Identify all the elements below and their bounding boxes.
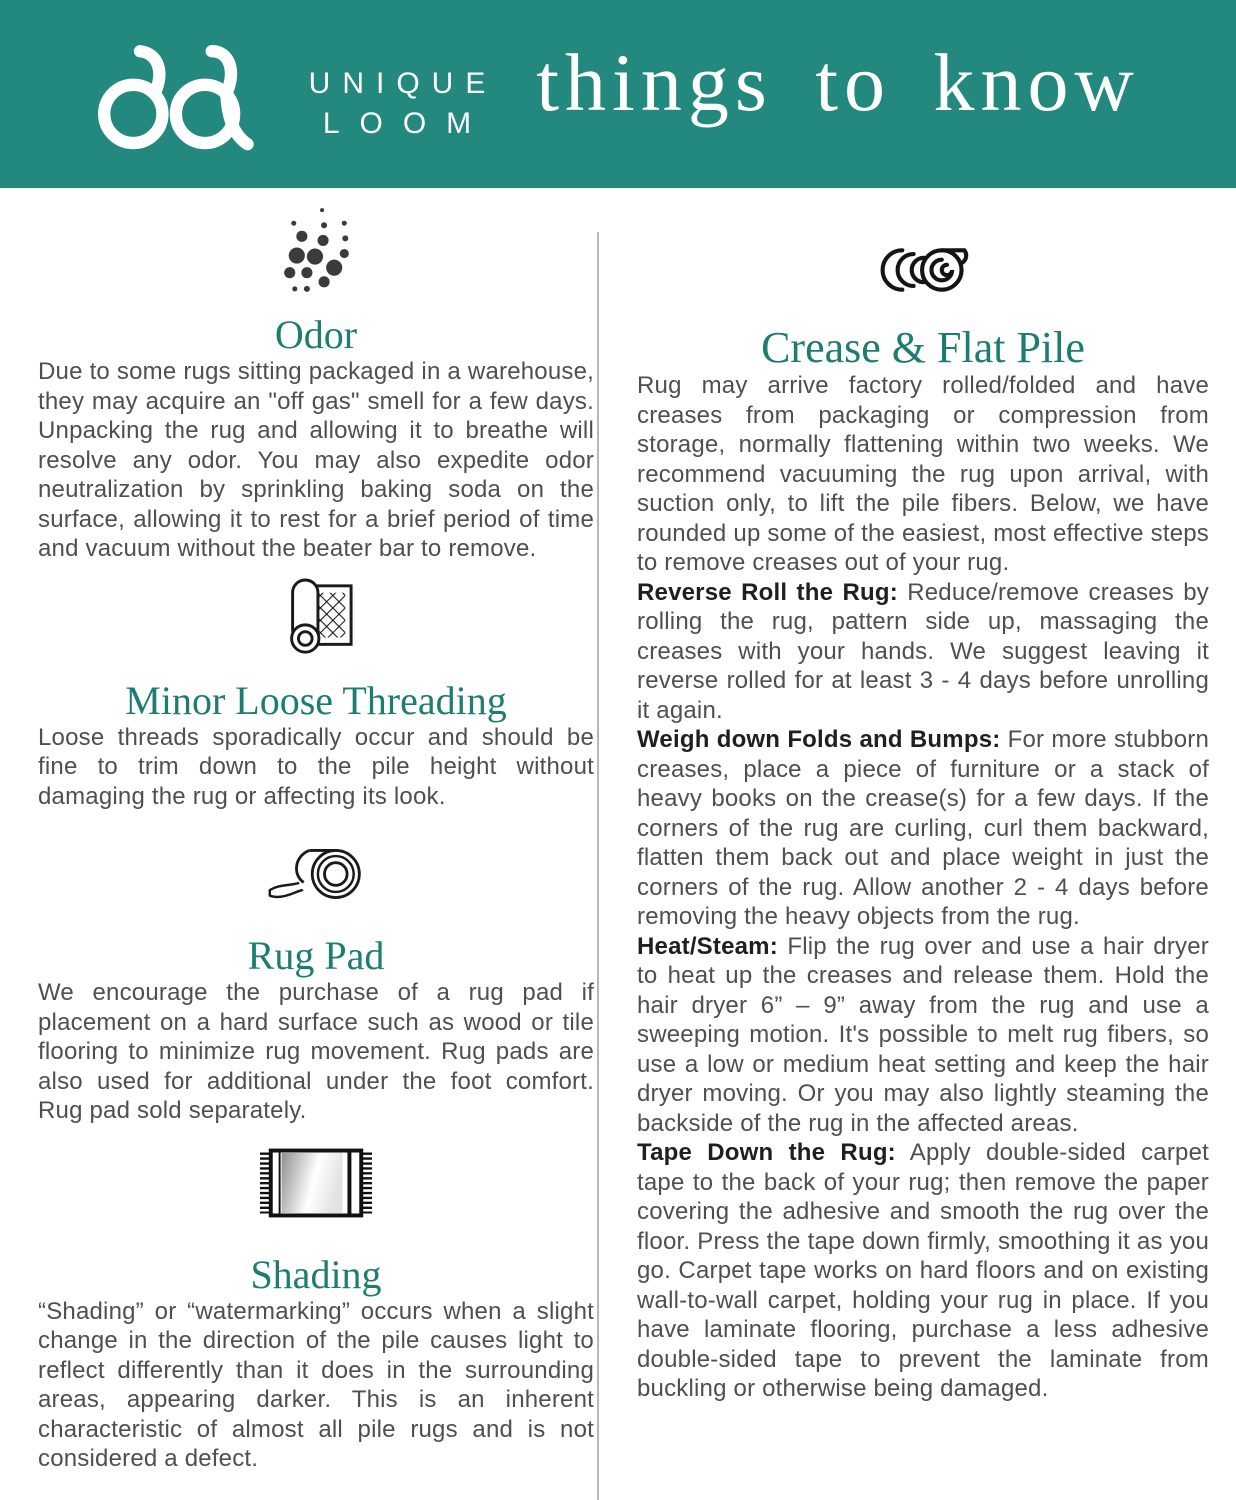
tip-text-tape-down: Apply double-sided carpet tape to the back of your rug; then remove the paper covering the adhesive and smooth the rug over the floor. Press the tape down firmly, smoothing it as you go. Carpet tape works on hard floors and on existing wall-to-wall carpet, holding your rug in place. If you have laminate flooring, purchase a less adhesive double-sided tape to prevent the laminate from buckling or otherwise being damaged. xyxy=(637,1139,1209,1402)
tip-paragraph-tape-down xyxy=(637,1138,1209,1404)
section-body-threading: Loose threads sporadically occur and should be fine to trim down to the pile height without damaging the rug or affecting its look. xyxy=(38,723,594,810)
side-rolled-rug-icon xyxy=(876,242,970,298)
section-body-shading: “Shading” or “watermarking” occurs when a slight change in the direction of the pile causes light to reflect differently than it does in the surrounding areas, appearing darker. This is an inherent characteristic of almost all pile rugs and is not considered a defect. xyxy=(38,1297,594,1472)
brand-line-loom: LOOM xyxy=(322,107,492,140)
rolled-rug-crosshatch-icon xyxy=(277,576,355,662)
fringed-rug-icon xyxy=(257,1146,375,1220)
section-heading-crease: Crease & Flat Pile xyxy=(761,323,1085,372)
section-heading-shading: Shading xyxy=(250,1251,382,1297)
tip-paragraph-heat-steam xyxy=(637,932,1209,1139)
unique-loom-logo-icon xyxy=(92,40,262,152)
scatter-dots-icon xyxy=(270,202,362,298)
section-body-odor: Due to some rugs sitting packaged in a warehouse, they may acquire an "off gas" smell for a few days. Unpacking the rug and allowing it to breathe will resolve any odor. You may also expedite odor neutralization by sprinkling baking soda on the surface, allowing it to rest for a brief period of time and vacuum without the beater bar to remove. xyxy=(38,358,594,562)
crease-section-icon-wrap xyxy=(637,242,1209,303)
tip-paragraph-reverse-roll xyxy=(637,578,1209,726)
odor-section-icon-wrap xyxy=(38,202,594,303)
tip-text-weigh-down: For more stubborn creases, place a piece of furniture or a stack of heavy books on the crease(s) for a few days. If the corners of the rug are curling, curl them backward, flatten them back out and place weight in just the corners of the rug. Allow another 2 - 4 days before removing the heavy objects from the rug. xyxy=(637,726,1209,930)
rug-pad-section-icon-wrap xyxy=(38,841,594,912)
shading-section-icon-wrap xyxy=(38,1146,594,1225)
brand-line-unique: UNIQUE xyxy=(308,67,498,100)
tip-text-heat-steam: Flip the rug over and use a hair dryer to heat up the creases and release them. Hold the hair dryer 6” – 9” away from the rug and use a sweeping motion. It's possible to melt rug fibers, so use a low or medium heat setting and keep the hair dryer moving. Or you may also lightly steaming the backside of the rug in the affected areas. xyxy=(637,932,1209,1137)
tip-label-weigh-down: Weigh down Folds and Bumps: xyxy=(637,726,1001,753)
section-body-rug-pad: We encourage the purchase of a rug pad if placement on a hard surface such as wood or tile flooring to minimize rug movement. Rug pads are also used for additional under the foot comfort. Rug pad sold separately. xyxy=(38,979,594,1124)
left-column xyxy=(38,188,594,1474)
section-heading-threading: Minor Loose Threading xyxy=(125,677,507,723)
threading-section-icon-wrap xyxy=(38,576,594,667)
section-heading-odor: Odor xyxy=(274,312,358,357)
tip-label-tape-down: Tape Down the Rug: xyxy=(637,1139,896,1166)
header-banner xyxy=(0,0,1236,188)
tip-label-heat-steam: Heat/Steam: xyxy=(637,932,778,960)
section-heading-rug-pad: Rug Pad xyxy=(247,933,385,978)
right-column xyxy=(637,188,1209,1404)
tip-label-reverse-roll: Reverse Roll the Rug: xyxy=(637,578,898,606)
pad-roll-icon xyxy=(263,841,369,907)
column-divider xyxy=(597,232,599,1500)
tip-paragraph-weigh-down xyxy=(637,725,1209,932)
section-body-crease-intro: Rug may arrive factory rolled/folded and have creases from packaging or compression from storage, normally flattening within two weeks. We recommend vacuuming the rug upon arrival, with suction only, to lift the pile fibers. Below, we have rounded up some of the easiest, most effective steps to remove creases out of your rug. xyxy=(637,372,1209,576)
tip-text-reverse-roll: Reduce/remove creases by rolling the rug, pattern side up, massaging the creases with your hands. We suggest leaving it reverse rolled for at least 3 - 4 days before unrolling it again. xyxy=(637,578,1209,724)
page-title: things to know xyxy=(536,37,1140,128)
